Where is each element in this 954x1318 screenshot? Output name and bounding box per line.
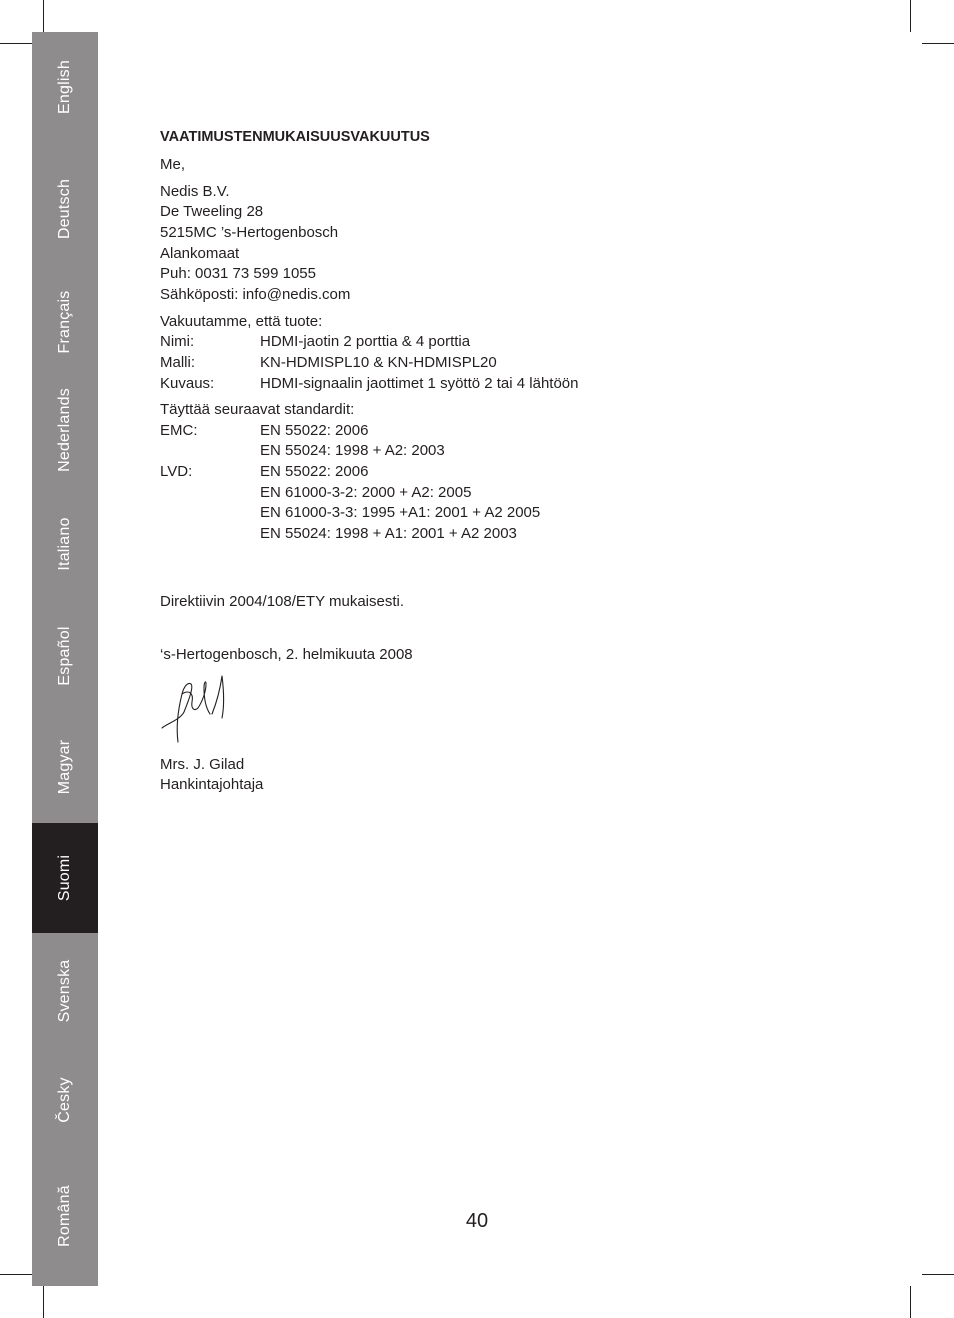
product-row: [160, 333, 470, 350]
crop-mark: [43, 0, 44, 32]
address-line: 5215MC ’s-Hertogenbosch: [160, 224, 339, 241]
standards-intro: Täyttää seuraavat standardit:: [160, 401, 355, 418]
crop-mark: [910, 1286, 911, 1318]
tab-label: Deutsch: [56, 178, 73, 240]
signature-image: [158, 672, 230, 746]
crop-mark: [922, 1274, 954, 1275]
standard-label: EMC:: [160, 422, 198, 439]
tab-label: Nederlands: [56, 388, 73, 472]
crop-mark: [0, 1274, 32, 1275]
standard-value: EN 55022: 2006: [260, 422, 369, 439]
product-label: Kuvaus:: [160, 375, 215, 392]
standard-row: [160, 504, 540, 521]
greeting: Me,: [160, 156, 186, 173]
tab-italiano[interactable]: [32, 487, 98, 597]
tab-suomi[interactable]: [32, 823, 98, 933]
tab-label: Česky: [56, 1077, 73, 1123]
tab-deutsch[interactable]: [32, 157, 98, 267]
product-value: KN-HDMISPL10 & KN-HDMISPL20: [260, 354, 497, 371]
tab-nederlands[interactable]: [32, 377, 98, 487]
tab-espanol[interactable]: [32, 602, 98, 712]
language-sidebar: [32, 32, 98, 1286]
address-line: Nedis B.V.: [160, 183, 230, 200]
address-line: Sähköposti: info@nedis.com: [160, 286, 351, 303]
standard-row: [160, 525, 517, 542]
signer-title: Hankintajohtaja: [160, 776, 264, 793]
tab-label: Français: [56, 290, 73, 354]
page-title: VAATIMUSTENMUKAISUUSVAKUUTUS: [160, 129, 430, 145]
page-number: 40: [465, 1210, 489, 1232]
tab-cesky[interactable]: [32, 1045, 98, 1155]
product-row: [160, 375, 579, 392]
tab-label: Română: [56, 1185, 73, 1247]
tab-english[interactable]: [32, 32, 98, 142]
standard-row: [160, 442, 445, 459]
standard-row: [160, 484, 471, 501]
address-line: De Tweeling 28: [160, 203, 264, 220]
declare-intro: Vakuutamme, että tuote:: [160, 313, 323, 330]
standard-value: EN 61000-3-3: 1995 +A1: 2001 + A2 2005: [260, 504, 541, 521]
tab-label: Magyar: [56, 739, 73, 795]
product-label: Nimi:: [160, 333, 195, 350]
product-value: HDMI-jaotin 2 porttia & 4 porttia: [260, 333, 471, 350]
standard-value: EN 61000-3-2: 2000 + A2: 2005: [260, 484, 472, 501]
signer-name: Mrs. J. Gilad: [160, 756, 245, 773]
tab-label: English: [56, 60, 73, 114]
standard-row: [160, 463, 368, 480]
tab-label: Suomi: [56, 854, 73, 902]
crop-mark: [43, 1286, 44, 1318]
address-line: Puh: 0031 73 599 1055: [160, 265, 316, 282]
tab-label: Español: [56, 626, 73, 686]
tab-francais[interactable]: [32, 267, 98, 377]
place-date: ‘s-Hertogenbosch, 2. helmikuuta 2008: [160, 646, 413, 663]
product-label: Malli:: [160, 354, 196, 371]
crop-mark: [0, 43, 32, 44]
tab-magyar[interactable]: [32, 712, 98, 822]
crop-mark: [922, 43, 954, 44]
product-value: HDMI-signaalin jaottimet 1 syöttö 2 tai 4 lähtöön: [260, 375, 579, 392]
tab-romana[interactable]: [32, 1160, 98, 1270]
crop-mark: [910, 0, 911, 32]
standard-row: [160, 422, 368, 439]
tab-label: Italiano: [56, 517, 73, 571]
directive-text: Direktiivin 2004/108/ETY mukaisesti.: [160, 593, 404, 610]
standard-value: EN 55024: 1998 + A2: 2003: [260, 442, 445, 459]
product-row: [160, 354, 497, 371]
tab-svenska[interactable]: [32, 935, 98, 1045]
standard-value: EN 55024: 1998 + A1: 2001 + A2 2003: [260, 525, 517, 542]
standard-label: LVD:: [160, 463, 193, 480]
standard-value: EN 55022: 2006: [260, 463, 369, 480]
tab-label: Svenska: [56, 959, 73, 1023]
address-line: Alankomaat: [160, 245, 240, 262]
